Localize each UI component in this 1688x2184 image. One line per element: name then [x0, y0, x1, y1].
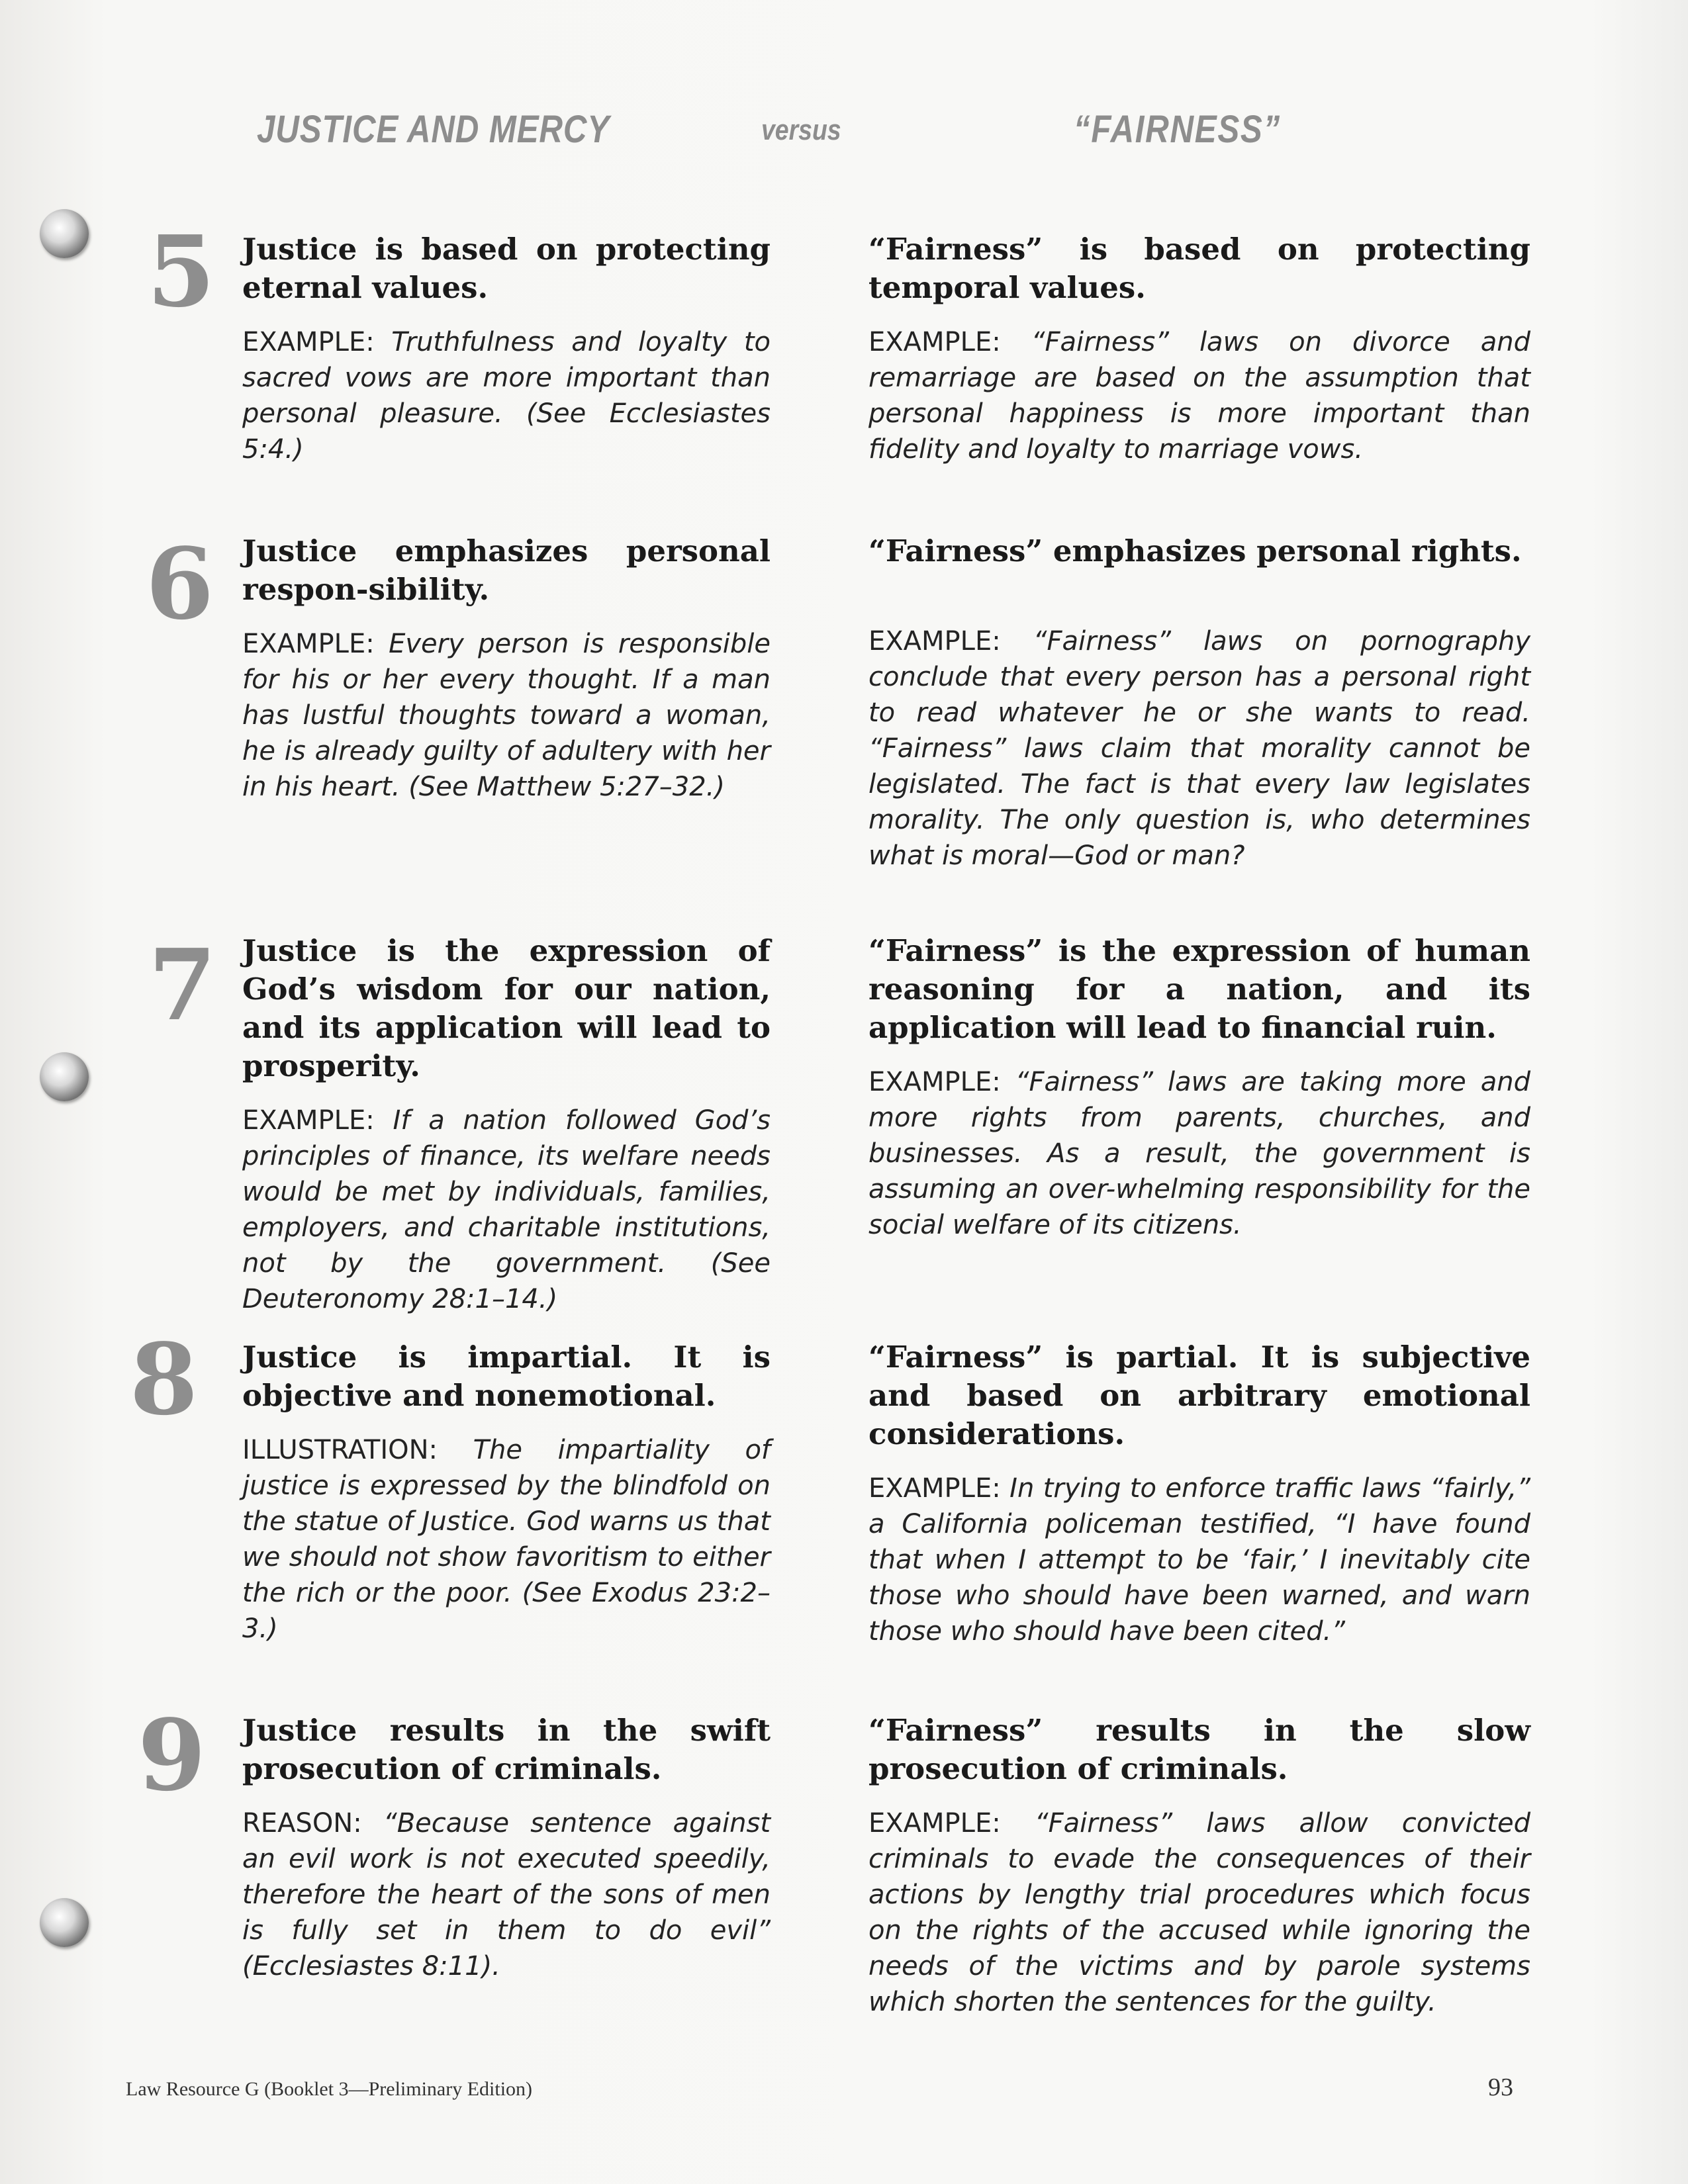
example-label: EXAMPLE:: [242, 327, 375, 357]
binder-hole-bottom: [40, 1898, 89, 1947]
fairness-heading: “Fairness” is the expression of human reasoning for a nation, and its application will lead to financial ruin.: [868, 933, 1530, 1045]
footer-source: Law Resource G (Booklet 3—Preliminary Edition): [126, 2078, 533, 2100]
example-label: EXAMPLE:: [868, 1067, 1001, 1097]
fairness-example: [868, 623, 1530, 874]
justice-point: [242, 932, 771, 1317]
fairness-heading: “Fairness” emphasizes personal rights.: [868, 533, 1522, 569]
justice-heading: Justice is the expression of God’s wisdom for our nation, and its application will lead to prosperity.: [242, 933, 771, 1083]
binder-hole-middle: [40, 1052, 89, 1101]
justice-example: [242, 324, 771, 467]
justice-heading: Justice is impartial. It is objective and nonemotional.: [242, 1340, 771, 1413]
item-number: 9: [138, 1698, 206, 1813]
fairness-example: [868, 1471, 1530, 1649]
item-number: 8: [130, 1322, 198, 1437]
fairness-point: [868, 532, 1530, 874]
fairness-point: [868, 1338, 1530, 1649]
fairness-point: [868, 230, 1530, 467]
example-label: EXAMPLE:: [868, 1473, 1001, 1504]
fairness-example: [868, 1064, 1530, 1243]
example-text: Every person is responsible for his or her every thought. If a man has lustful thoughts toward a woman, he is already guilty of adultery with her in his heart. (See Matthew 5:27–32.): [242, 629, 771, 802]
fairness-heading: “Fairness” is based on protecting temporal values.: [868, 232, 1530, 305]
reason-text: “Because sentence against an evil work is not executed speedily, therefore the heart of the sons of men is fully set in them to do evil” (Ecclesiastes 8:11).: [242, 1808, 771, 1981]
example-text: “Fairness” laws on pornography conclude that every person has a personal right to read whatever he or she wants to read. “Fairness” laws claim that morality cannot be legislated. The fact is that every law legislates morality. The only question is, who determines what is moral—God or man?: [868, 626, 1530, 871]
justice-point: [242, 532, 771, 805]
header-fairness: “FAIRNESS”: [1074, 108, 1281, 151]
fairness-heading: “Fairness” results in the slow prosecution of criminals.: [868, 1713, 1530, 1786]
justice-heading: Justice results in the swift prosecution of criminals.: [242, 1713, 771, 1786]
binder-hole-top: [40, 209, 89, 258]
item-number: 5: [147, 214, 215, 329]
justice-heading: Justice emphasizes personal respon-sibility.: [242, 533, 771, 607]
fairness-heading: “Fairness” is partial. It is subjective and based on arbitrary emotional considerations.: [868, 1340, 1530, 1451]
example-label: EXAMPLE:: [242, 629, 375, 659]
justice-point: [242, 1338, 771, 1647]
justice-point: [242, 230, 771, 467]
example-text: “Fairness” laws on divorce and remarriage are based on the assumption that personal happiness is more important than fidelity and loyalty to marriage vows.: [868, 327, 1530, 465]
example-label: EXAMPLE:: [868, 626, 1001, 657]
fairness-point: [868, 1711, 1530, 2020]
justice-heading: Justice is based on protecting eternal values.: [242, 232, 771, 305]
item-number: 7: [148, 927, 216, 1042]
illustration-text: The impartiality of justice is expressed by the blindfold on the statue of Justice. God warns us that we should not show favoritism to either the rich or the poor. (See Exodus 23:2–3.): [242, 1435, 771, 1644]
justice-example: [242, 626, 771, 805]
header-versus: versus: [761, 114, 841, 146]
example-text: In trying to enforce traffic laws “fairly,” a California policeman testified, “I have found that when I attempt to be ‘fair,’ I inevitably cite those who should have been warned, and warn those who should have been cited.”: [868, 1473, 1530, 1647]
example-label: EXAMPLE:: [242, 1105, 375, 1136]
illustration-label: ILLUSTRATION:: [242, 1435, 438, 1465]
justice-point: [242, 1711, 771, 1984]
header-justice-and-mercy: JUSTICE AND MERCY: [257, 108, 610, 151]
justice-example: [242, 1103, 771, 1317]
fairness-example: [868, 1805, 1530, 2020]
example-label: EXAMPLE:: [868, 327, 1001, 357]
example-text: If a nation followed God’s principles of finance, its welfare needs would be met by individuals, families, employers, and charitable institutions, not by the government. (See Deuteronomy 28:1–14.): [242, 1105, 771, 1314]
example-text: Truthfulness and loyalty to sacred vows are more important than personal pleasure. (See Ecclesiastes 5:4.): [242, 327, 771, 465]
justice-reason: [242, 1805, 771, 1984]
item-number: 6: [146, 526, 214, 641]
fairness-point: [868, 932, 1530, 1243]
justice-example: [242, 1432, 771, 1647]
fairness-example: [868, 324, 1530, 467]
reason-label: REASON:: [242, 1808, 362, 1839]
example-label: EXAMPLE:: [868, 1808, 1001, 1839]
page-number: 93: [1488, 2073, 1513, 2101]
example-text: “Fairness” laws are taking more and more rights from parents, churches, and businesses. As a result, the government is assuming an over-whelming responsibility for the social welfare of its citizens.: [868, 1067, 1530, 1240]
example-text: “Fairness” laws allow convicted criminals to evade the consequences of their actions by lengthy trial procedures which focus on the rights of the accused while ignoring the needs of the victims and by parole systems which shorten the sentences for the guilty.: [868, 1808, 1530, 2017]
